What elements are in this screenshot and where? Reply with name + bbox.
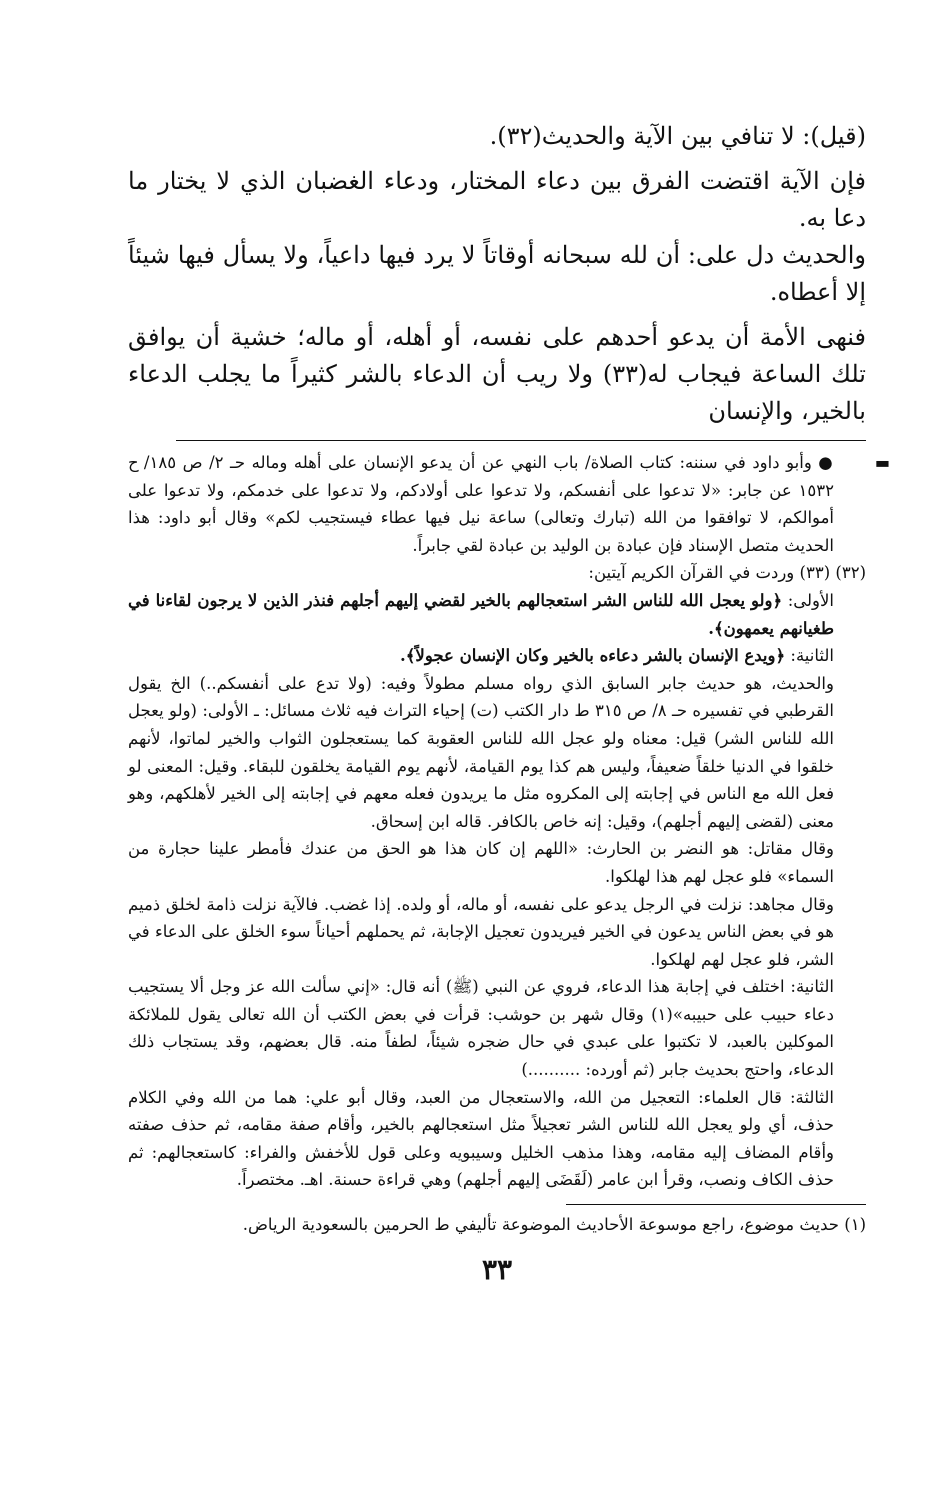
footnotes: [128, 449, 890, 1194]
second-ayah: ﴿ويدع الإنسان بالشر دعاءه بالخير وكان الإنسان عجولاً﴾.: [400, 646, 786, 666]
footnote-continuation: ● وأبو داود في سننه: كتاب الصلاة/ باب النهي عن أن يدعو الإنسان على أهله وماله حـ ٢/ ص ١٨٥/ ح ١٥٣٢ عن جابر: «لا تدعوا على أنفسكم، ولا تدعوا على أولادكم، ولا تدعوا على خدمكم، ولا تدعوا على أموالكم، لا توافقوا من الله (تبارك وتعالى) ساعة نيل فيها عطاء فيستجيب لكم» وقال أبو داود: هذا الحديث متصل الإسناد فإن عبادة بن الوليد بن عبادة لقي جابراً.: [128, 453, 834, 555]
footnote-second-issue-paragraph: الثانية: اختلف في إجابة هذا الدعاء، فروي عن النبي (ﷺ) أنه قال: «إني سألت الله عز وجل ألا يستجيب دعاء حبيب على حبيبه»(١) وقال شهر بن حوشب: قرأت في بعض الكتب أن الله تعالى يقول للملائكة الموكلين بالعبد، لا تكتبوا على عبدي في حال ضجره شيئاً، لطفاً منه. قال بعضهم، وقد يستجاب ذلك الدعاء، واحتج بحديث جابر (ثم أورده: ..........): [128, 977, 834, 1080]
footnote-separator: [176, 440, 866, 441]
main-paragraph: فإن الآية اقتضت الفرق بين دعاء المختار، ودعاء الغضبان الذي لا يختار ما دعا به.: [128, 167, 866, 232]
footnote-mujahid-paragraph: وقال مجاهد: نزلت في الرجل يدعو على نفسه، أو ماله، أو ولده. إذا غضب. فالآية نزلت ذامة لخلق ذميم هو في بعض الناس يدعون في الخير فيريدون تعجيل الإجابة، ثم يحملهم أحياناً سوء الخلق على الدعاء في الشر، فلو عجل لهم لهلكوا.: [128, 894, 834, 969]
main-paragraph: فنهى الأمة أن يدعو أحدهم على نفسه، أو أهله، أو ماله؛ خشية أن يوافق تلك الساعة فيجاب له(٣٣) ولا ريب أن الدعاء بالشر كثيراً ما يجلب الدعاء بالخير، والإنسان: [128, 323, 866, 425]
main-paragraph: والحديث دل على: أن لله سبحانه أوقاتاً لا يرد فيها داعياً، ولا يسأل فيها شيئاً إلا أعطاه.: [128, 241, 866, 306]
first-ayah: ﴿ولو يعجل الله للناس الشر استعجالهم بالخير لقضي إليهم أجلهم فنذر الذين لا يرجون لقاءنا في طغيانهم يعمهون﴾.: [128, 590, 834, 638]
footnote-1: (١) حديث موضوع، راجع موسوعة الأحاديث الموضوعة تأليفي ط الحرمين بالسعودية الرياض.: [242, 1215, 866, 1235]
first-label: الأولى:: [787, 590, 834, 610]
main-paragraph: (قيل): لا تنافي بين الآية والحديث(٣٢).: [489, 122, 866, 150]
footnote-muqatil-paragraph: وقال مقاتل: هو النضر بن الحارث: «اللهم إن كان هذا هو الحق من عندك فأمطر علينا حجارة من السماء» فلو عجل لهم هذا لهلكوا.: [128, 839, 834, 886]
page-number: ٣٣: [481, 1252, 513, 1286]
second-label: الثانية:: [790, 646, 834, 666]
footnote-hadith-paragraph: والحديث، هو حديث جابر السابق الذي رواه مسلم مطولاً وفيه: (ولا تدع على أنفسكم..) الخ يقول القرطبي في تفسيره حـ ٨/ ص ٣١٥ ط دار الكتب (ت) إحياء التراث فيه ثلاث مسائل: ـ الأولى: (ولو يعجل الله للناس الشر) قيل: معناه ولو عجل الله للناس العقوبة كما يستعجلون الثواب والخير لماتوا، لأنهم خلقوا في الدنيا خلقاً ضعيفاً، وليس هم كذا يوم القيامة، لأنهم يوم القيامة يخلقون للبقاء. وقيل: المعنى لو فعل الله مع الناس في إجابته إلى المكروه مثل ما يريدون فعله معهم في إجابته إلى الخير لأهلكهم، وهو معنى (لقضى إليهم أجلهم)، وقيل: إنه خاص بالكافر. قاله ابن إسحاق.: [128, 673, 835, 831]
continuation-marker: ▬: [874, 453, 890, 472]
footnote-separator-short: [566, 1204, 866, 1205]
footnote-32-33: (٣٢) (٣٣) وردت في القرآن الكريم آيتين:: [588, 563, 866, 583]
footnote-1-block: [128, 1211, 866, 1239]
footnote-first-ayah-line: [128, 587, 866, 642]
main-text: [128, 118, 866, 430]
footnote-third-issue-paragraph: الثالثة: قال العلماء: التعجيل من الله، والاستعجال من العبد، وقال أبو علي: هما من الله وفي الكلام حذف، أي ولو يعجل الله للناس الشر تعجيلاً مثل استعجالهم بالخير، وأقام صفة مقامه، ثم حذف صفته وأقام المضاف إليه مقامه، وهذا مذهب الخليل وسيبويه وعلى قول للأخفش والفراء: كاستعجالهم: ثم حذف الكاف ونصب، وقرأ ابن عامر (لَقَضَى إليهم أجلهم) وهي قراءة حسنة. اهـ. مختصراً.: [128, 1087, 834, 1190]
footnote-second-ayah-line: [128, 642, 866, 670]
